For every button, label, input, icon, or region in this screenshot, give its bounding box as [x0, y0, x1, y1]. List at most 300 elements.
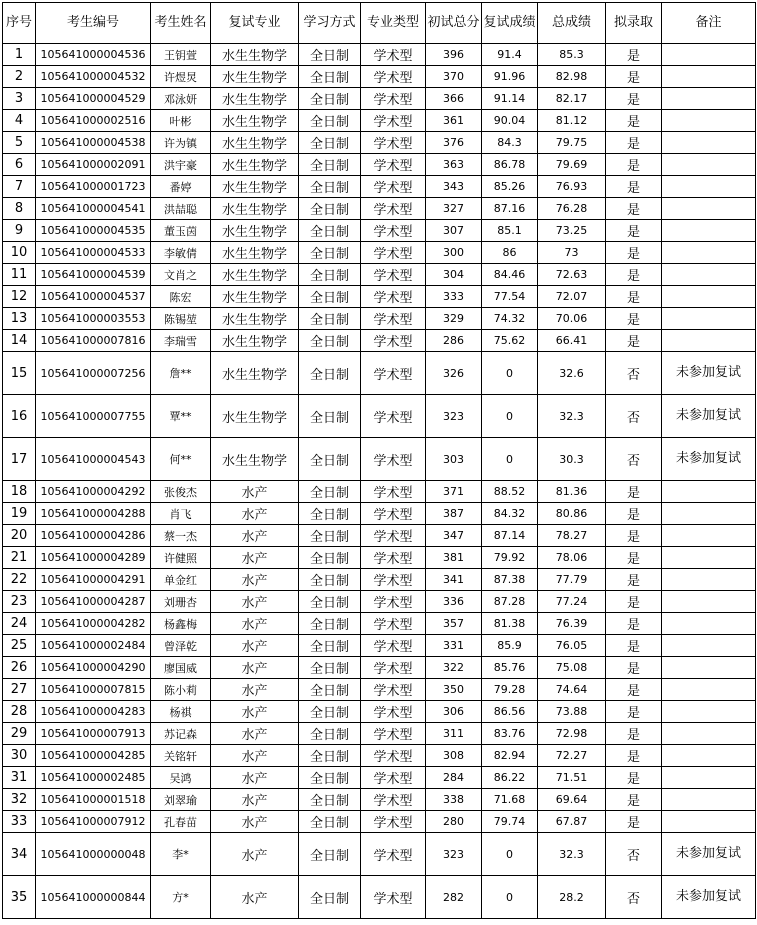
table-row	[3, 525, 756, 547]
cell-name: 何**	[151, 438, 211, 481]
cell-major-type: 学术型	[361, 220, 426, 242]
cell-retest-score: 71.68	[482, 789, 538, 811]
cell-seq: 34	[3, 833, 36, 876]
cell-exam-id: 105641000004541	[36, 198, 151, 220]
cell-seq: 6	[3, 154, 36, 176]
cell-seq: 20	[3, 525, 36, 547]
cell-exam-id: 105641000004287	[36, 591, 151, 613]
table-row	[3, 876, 756, 919]
cell-name: 廖国威	[151, 657, 211, 679]
cell-study-mode: 全日制	[299, 811, 361, 833]
cell-seq: 4	[3, 110, 36, 132]
cell-admit: 是	[606, 613, 662, 635]
cell-remark	[662, 525, 756, 547]
cell-retest-score: 0	[482, 352, 538, 395]
cell-retest-score: 84.46	[482, 264, 538, 286]
table-row	[3, 264, 756, 286]
cell-admit: 是	[606, 481, 662, 503]
cell-admit: 是	[606, 110, 662, 132]
cell-admit: 是	[606, 220, 662, 242]
cell-admit: 是	[606, 242, 662, 264]
cell-remark	[662, 503, 756, 525]
cell-major: 水产	[211, 789, 299, 811]
cell-prelim-score: 327	[426, 198, 482, 220]
cell-study-mode: 全日制	[299, 723, 361, 745]
cell-remark	[662, 547, 756, 569]
cell-name: 许健照	[151, 547, 211, 569]
header-total-score: 总成绩	[538, 3, 606, 44]
cell-major-type: 学术型	[361, 198, 426, 220]
cell-name: 詹**	[151, 352, 211, 395]
cell-total-score: 76.28	[538, 198, 606, 220]
cell-admit: 是	[606, 745, 662, 767]
cell-total-score: 71.51	[538, 767, 606, 789]
cell-retest-score: 85.9	[482, 635, 538, 657]
header-seq: 序号	[3, 3, 36, 44]
cell-major-type: 学术型	[361, 88, 426, 110]
cell-name: 吴鸿	[151, 767, 211, 789]
cell-seq: 17	[3, 438, 36, 481]
table-row	[3, 789, 756, 811]
cell-study-mode: 全日制	[299, 547, 361, 569]
table-row	[3, 591, 756, 613]
cell-major-type: 学术型	[361, 66, 426, 88]
cell-total-score: 77.79	[538, 569, 606, 591]
cell-prelim-score: 282	[426, 876, 482, 919]
cell-exam-id: 105641000004285	[36, 745, 151, 767]
cell-seq: 7	[3, 176, 36, 198]
cell-study-mode: 全日制	[299, 132, 361, 154]
header-major: 复试专业	[211, 3, 299, 44]
cell-major-type: 学术型	[361, 481, 426, 503]
cell-remark	[662, 330, 756, 352]
header-prelim-score: 初试总分	[426, 3, 482, 44]
table-row	[3, 833, 756, 876]
cell-exam-id: 105641000001518	[36, 789, 151, 811]
cell-prelim-score: 363	[426, 154, 482, 176]
cell-prelim-score: 307	[426, 220, 482, 242]
cell-name: 王钥萱	[151, 44, 211, 66]
cell-admit: 是	[606, 679, 662, 701]
table-row	[3, 330, 756, 352]
cell-total-score: 82.98	[538, 66, 606, 88]
table-body	[3, 44, 756, 919]
cell-major-type: 学术型	[361, 395, 426, 438]
cell-admit: 是	[606, 154, 662, 176]
table-row	[3, 613, 756, 635]
cell-study-mode: 全日制	[299, 286, 361, 308]
cell-remark	[662, 767, 756, 789]
cell-study-mode: 全日制	[299, 110, 361, 132]
cell-major: 水生生物学	[211, 395, 299, 438]
cell-study-mode: 全日制	[299, 330, 361, 352]
cell-study-mode: 全日制	[299, 481, 361, 503]
table-row	[3, 66, 756, 88]
cell-retest-score: 77.54	[482, 286, 538, 308]
cell-admit: 是	[606, 264, 662, 286]
cell-major-type: 学术型	[361, 723, 426, 745]
cell-total-score: 81.12	[538, 110, 606, 132]
cell-major-type: 学术型	[361, 833, 426, 876]
cell-major: 水产	[211, 525, 299, 547]
cell-prelim-score: 370	[426, 66, 482, 88]
cell-exam-id: 105641000004292	[36, 481, 151, 503]
cell-major: 水生生物学	[211, 110, 299, 132]
header-retest-score: 复试成绩	[482, 3, 538, 44]
cell-seq: 27	[3, 679, 36, 701]
cell-exam-id: 105641000004543	[36, 438, 151, 481]
cell-seq: 5	[3, 132, 36, 154]
cell-total-score: 77.24	[538, 591, 606, 613]
cell-exam-id: 105641000003553	[36, 308, 151, 330]
cell-study-mode: 全日制	[299, 701, 361, 723]
cell-major: 水产	[211, 876, 299, 919]
cell-study-mode: 全日制	[299, 591, 361, 613]
cell-study-mode: 全日制	[299, 352, 361, 395]
table-row	[3, 242, 756, 264]
cell-admit: 否	[606, 438, 662, 481]
table-row	[3, 547, 756, 569]
cell-total-score: 73.88	[538, 701, 606, 723]
cell-admit: 是	[606, 66, 662, 88]
cell-remark	[662, 701, 756, 723]
header-admit: 拟录取	[606, 3, 662, 44]
cell-name: 邓泳妍	[151, 88, 211, 110]
cell-seq: 31	[3, 767, 36, 789]
cell-name: 刘翠瑜	[151, 789, 211, 811]
cell-name: 关铭轩	[151, 745, 211, 767]
table-row	[3, 44, 756, 66]
table-row	[3, 569, 756, 591]
cell-study-mode: 全日制	[299, 66, 361, 88]
cell-major: 水产	[211, 657, 299, 679]
cell-retest-score: 90.04	[482, 110, 538, 132]
cell-seq: 9	[3, 220, 36, 242]
cell-study-mode: 全日制	[299, 613, 361, 635]
cell-exam-id: 105641000000048	[36, 833, 151, 876]
cell-remark	[662, 613, 756, 635]
cell-study-mode: 全日制	[299, 876, 361, 919]
cell-major-type: 学术型	[361, 876, 426, 919]
cell-seq: 15	[3, 352, 36, 395]
cell-retest-score: 86.22	[482, 767, 538, 789]
header-remark: 备注	[662, 3, 756, 44]
cell-remark	[662, 264, 756, 286]
cell-major-type: 学术型	[361, 154, 426, 176]
cell-name: 李敏倩	[151, 242, 211, 264]
cell-major-type: 学术型	[361, 44, 426, 66]
cell-prelim-score: 311	[426, 723, 482, 745]
table-row	[3, 308, 756, 330]
cell-retest-score: 86.56	[482, 701, 538, 723]
cell-major-type: 学术型	[361, 264, 426, 286]
header-exam-id: 考生编号	[36, 3, 151, 44]
cell-seq: 2	[3, 66, 36, 88]
cell-remark	[662, 745, 756, 767]
cell-remark	[662, 176, 756, 198]
cell-admit: 是	[606, 503, 662, 525]
cell-remark	[662, 110, 756, 132]
cell-total-score: 32.6	[538, 352, 606, 395]
cell-major-type: 学术型	[361, 242, 426, 264]
cell-retest-score: 85.1	[482, 220, 538, 242]
cell-prelim-score: 333	[426, 286, 482, 308]
cell-remark	[662, 154, 756, 176]
cell-remark	[662, 679, 756, 701]
cell-admit: 否	[606, 395, 662, 438]
cell-total-score: 73	[538, 242, 606, 264]
cell-retest-score: 79.28	[482, 679, 538, 701]
cell-retest-score: 82.94	[482, 745, 538, 767]
cell-prelim-score: 322	[426, 657, 482, 679]
cell-remark	[662, 723, 756, 745]
cell-name: 孔春苗	[151, 811, 211, 833]
cell-total-score: 28.2	[538, 876, 606, 919]
cell-total-score: 82.17	[538, 88, 606, 110]
cell-prelim-score: 350	[426, 679, 482, 701]
cell-seq: 33	[3, 811, 36, 833]
admission-table	[2, 2, 756, 919]
cell-study-mode: 全日制	[299, 198, 361, 220]
cell-major: 水产	[211, 701, 299, 723]
cell-seq: 16	[3, 395, 36, 438]
cell-study-mode: 全日制	[299, 657, 361, 679]
cell-exam-id: 105641000004288	[36, 503, 151, 525]
cell-admit: 是	[606, 591, 662, 613]
cell-exam-id: 105641000007755	[36, 395, 151, 438]
cell-name: 番婷	[151, 176, 211, 198]
cell-name: 蔡一杰	[151, 525, 211, 547]
cell-study-mode: 全日制	[299, 679, 361, 701]
table-row	[3, 481, 756, 503]
cell-total-score: 67.87	[538, 811, 606, 833]
cell-total-score: 69.64	[538, 789, 606, 811]
cell-major-type: 学术型	[361, 330, 426, 352]
cell-prelim-score: 366	[426, 88, 482, 110]
cell-seq: 23	[3, 591, 36, 613]
cell-admit: 是	[606, 701, 662, 723]
cell-name: 杨鑫梅	[151, 613, 211, 635]
table-row	[3, 679, 756, 701]
cell-name: 陈小莉	[151, 679, 211, 701]
cell-seq: 11	[3, 264, 36, 286]
cell-seq: 35	[3, 876, 36, 919]
cell-major-type: 学术型	[361, 525, 426, 547]
cell-major: 水产	[211, 569, 299, 591]
cell-remark	[662, 242, 756, 264]
cell-retest-score: 91.4	[482, 44, 538, 66]
cell-exam-id: 105641000004533	[36, 242, 151, 264]
cell-study-mode: 全日制	[299, 525, 361, 547]
cell-total-score: 76.05	[538, 635, 606, 657]
cell-name: 杨祺	[151, 701, 211, 723]
cell-admit: 否	[606, 876, 662, 919]
cell-major-type: 学术型	[361, 745, 426, 767]
cell-major: 水生生物学	[211, 264, 299, 286]
table-row	[3, 811, 756, 833]
cell-prelim-score: 304	[426, 264, 482, 286]
cell-admit: 是	[606, 789, 662, 811]
cell-total-score: 76.93	[538, 176, 606, 198]
cell-name: 覃**	[151, 395, 211, 438]
cell-major: 水生生物学	[211, 44, 299, 66]
cell-exam-id: 105641000004291	[36, 569, 151, 591]
cell-seq: 8	[3, 198, 36, 220]
cell-seq: 28	[3, 701, 36, 723]
cell-remark: 未参加复试	[662, 833, 756, 876]
cell-exam-id: 105641000004537	[36, 286, 151, 308]
cell-retest-score: 0	[482, 833, 538, 876]
cell-seq: 22	[3, 569, 36, 591]
cell-admit: 是	[606, 635, 662, 657]
cell-exam-id: 105641000007912	[36, 811, 151, 833]
cell-remark	[662, 198, 756, 220]
cell-retest-score: 87.16	[482, 198, 538, 220]
cell-study-mode: 全日制	[299, 395, 361, 438]
header-name: 考生姓名	[151, 3, 211, 44]
cell-admit: 是	[606, 330, 662, 352]
cell-major-type: 学术型	[361, 789, 426, 811]
cell-remark	[662, 44, 756, 66]
cell-retest-score: 0	[482, 438, 538, 481]
cell-major: 水产	[211, 613, 299, 635]
cell-major: 水生生物学	[211, 176, 299, 198]
cell-prelim-score: 341	[426, 569, 482, 591]
cell-major: 水生生物学	[211, 286, 299, 308]
cell-seq: 30	[3, 745, 36, 767]
cell-prelim-score: 338	[426, 789, 482, 811]
cell-exam-id: 105641000002091	[36, 154, 151, 176]
table-row	[3, 767, 756, 789]
table-row	[3, 701, 756, 723]
cell-major: 水产	[211, 481, 299, 503]
cell-total-score: 85.3	[538, 44, 606, 66]
cell-seq: 12	[3, 286, 36, 308]
cell-prelim-score: 331	[426, 635, 482, 657]
cell-admit: 是	[606, 88, 662, 110]
cell-admit: 是	[606, 198, 662, 220]
cell-total-score: 81.36	[538, 481, 606, 503]
cell-name: 陈锡堃	[151, 308, 211, 330]
cell-study-mode: 全日制	[299, 220, 361, 242]
cell-retest-score: 88.52	[482, 481, 538, 503]
cell-major: 水生生物学	[211, 438, 299, 481]
cell-name: 洪喆聪	[151, 198, 211, 220]
cell-name: 许为镇	[151, 132, 211, 154]
cell-major-type: 学术型	[361, 811, 426, 833]
cell-retest-score: 84.32	[482, 503, 538, 525]
cell-seq: 18	[3, 481, 36, 503]
cell-major: 水产	[211, 635, 299, 657]
cell-major-type: 学术型	[361, 286, 426, 308]
cell-retest-score: 79.92	[482, 547, 538, 569]
cell-total-score: 79.69	[538, 154, 606, 176]
cell-major: 水产	[211, 723, 299, 745]
cell-total-score: 72.27	[538, 745, 606, 767]
cell-seq: 32	[3, 789, 36, 811]
cell-prelim-score: 300	[426, 242, 482, 264]
cell-prelim-score: 371	[426, 481, 482, 503]
cell-total-score: 30.3	[538, 438, 606, 481]
cell-exam-id: 105641000007815	[36, 679, 151, 701]
cell-major-type: 学术型	[361, 569, 426, 591]
cell-name: 肖飞	[151, 503, 211, 525]
table-row	[3, 745, 756, 767]
cell-total-score: 72.63	[538, 264, 606, 286]
cell-major: 水生生物学	[211, 132, 299, 154]
cell-total-score: 76.39	[538, 613, 606, 635]
cell-major: 水产	[211, 767, 299, 789]
table-row	[3, 352, 756, 395]
cell-name: 苏记森	[151, 723, 211, 745]
cell-admit: 是	[606, 811, 662, 833]
cell-retest-score: 84.3	[482, 132, 538, 154]
cell-retest-score: 87.38	[482, 569, 538, 591]
cell-exam-id: 105641000004538	[36, 132, 151, 154]
cell-study-mode: 全日制	[299, 569, 361, 591]
cell-total-score: 78.06	[538, 547, 606, 569]
cell-exam-id: 105641000004282	[36, 613, 151, 635]
cell-total-score: 32.3	[538, 395, 606, 438]
cell-name: 张俊杰	[151, 481, 211, 503]
cell-remark: 未参加复试	[662, 395, 756, 438]
cell-major: 水产	[211, 745, 299, 767]
cell-major: 水生生物学	[211, 88, 299, 110]
cell-retest-score: 74.32	[482, 308, 538, 330]
cell-admit: 是	[606, 44, 662, 66]
cell-study-mode: 全日制	[299, 438, 361, 481]
cell-prelim-score: 347	[426, 525, 482, 547]
cell-admit: 是	[606, 176, 662, 198]
cell-total-score: 66.41	[538, 330, 606, 352]
cell-remark	[662, 66, 756, 88]
header-study-mode: 学习方式	[299, 3, 361, 44]
cell-prelim-score: 323	[426, 395, 482, 438]
cell-remark	[662, 308, 756, 330]
cell-retest-score: 0	[482, 876, 538, 919]
cell-major: 水产	[211, 811, 299, 833]
cell-remark	[662, 481, 756, 503]
cell-seq: 19	[3, 503, 36, 525]
cell-major: 水生生物学	[211, 220, 299, 242]
cell-major: 水生生物学	[211, 308, 299, 330]
cell-remark: 未参加复试	[662, 352, 756, 395]
cell-total-score: 73.25	[538, 220, 606, 242]
table-row	[3, 132, 756, 154]
cell-prelim-score: 343	[426, 176, 482, 198]
cell-major-type: 学术型	[361, 308, 426, 330]
cell-major: 水产	[211, 503, 299, 525]
cell-name: 方*	[151, 876, 211, 919]
table-row	[3, 723, 756, 745]
cell-remark	[662, 657, 756, 679]
cell-admit: 是	[606, 547, 662, 569]
cell-admit: 否	[606, 833, 662, 876]
cell-seq: 14	[3, 330, 36, 352]
cell-prelim-score: 387	[426, 503, 482, 525]
cell-major-type: 学术型	[361, 438, 426, 481]
cell-major-type: 学术型	[361, 701, 426, 723]
cell-exam-id: 105641000002484	[36, 635, 151, 657]
cell-retest-score: 0	[482, 395, 538, 438]
cell-name: 刘珊杏	[151, 591, 211, 613]
cell-study-mode: 全日制	[299, 789, 361, 811]
cell-retest-score: 81.38	[482, 613, 538, 635]
cell-major-type: 学术型	[361, 635, 426, 657]
cell-admit: 是	[606, 723, 662, 745]
cell-study-mode: 全日制	[299, 154, 361, 176]
cell-admit: 是	[606, 569, 662, 591]
